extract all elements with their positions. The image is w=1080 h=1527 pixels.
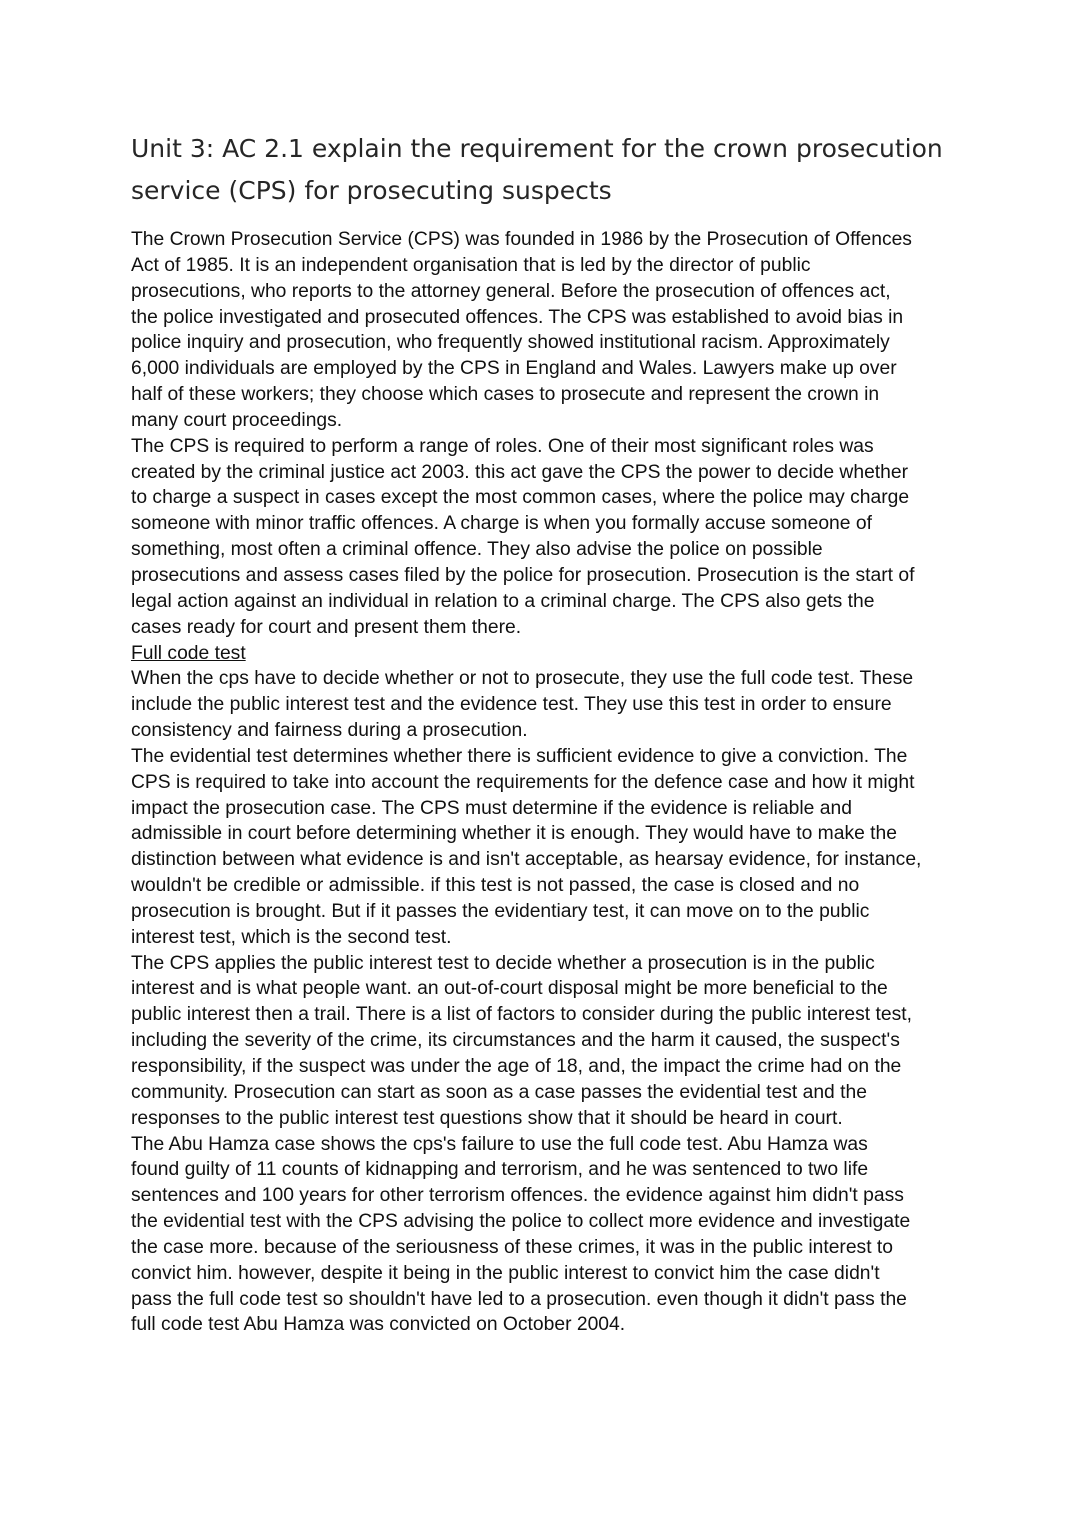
text-line: responses to the public interest test questions show that it should be heard in court. <box>131 1107 843 1129</box>
title-line-1: Unit 3: AC 2.1 explain the requirement for the crown prosecution <box>131 134 943 163</box>
text-line: the evidential test with the CPS advising the police to collect more evidence and investigate <box>131 1211 911 1233</box>
text-line: The CPS applies the public interest test to decide whether a prosecution is in the public <box>131 952 875 974</box>
text-line: When the cps have to decide whether or not to prosecute, they use the full code test. These <box>131 668 914 690</box>
paragraph-cps-history <box>131 227 961 434</box>
text-line: community. Prosecution can start as soon as a case passes the evidential test and the <box>131 1081 867 1103</box>
text-line: distinction between what evidence is and isn't acceptable, as hearsay evidence, for instance, <box>131 849 922 871</box>
paragraph-cps-roles <box>131 434 961 641</box>
text-line: legal action against an individual in relation to a criminal charge. The CPS also gets the <box>131 590 875 612</box>
title-line-2: service (CPS) for prosecuting suspects <box>131 176 612 205</box>
document-title <box>131 128 991 212</box>
text-line: Act of 1985. It is an independent organisation that is led by the director of public <box>131 254 811 276</box>
text-line: created by the criminal justice act 2003. this act gave the CPS the power to decide whether <box>131 461 909 483</box>
text-line: responsibility, if the suspect was under the age of 18, and, the impact the crime had on the <box>131 1056 902 1077</box>
text-line: prosecution is brought. But if it passes the evidentiary test, it can move on to the public <box>131 900 870 922</box>
text-line: prosecutions and assess cases filed by the police for prosecution. Prosecution is the start of <box>131 564 915 586</box>
text-line: prosecutions, who reports to the attorney general. Before the prosecution of offences act, <box>131 280 891 302</box>
heading-full-code-test <box>131 641 961 667</box>
text-line: interest test, which is the second test. <box>131 926 452 948</box>
text-line: The CPS is required to perform a range of roles. One of their most significant roles was <box>131 435 874 457</box>
text-line: admissible in court before determining whether it is enough. They would have to make the <box>131 823 897 845</box>
text-line: impact the prosecution case. The CPS must determine if the evidence is reliable and <box>131 797 852 819</box>
paragraph-full-code-test <box>131 666 961 744</box>
text-line: The evidential test determines whether there is sufficient evidence to give a conviction. The <box>131 745 908 767</box>
text-line: CPS is required to take into account the requirements for the defence case and how it might <box>131 771 915 793</box>
paragraph-evidential-test <box>131 744 961 951</box>
text-line: police inquiry and prosecution, who frequently showed institutional racism. Approximately <box>131 332 890 354</box>
text-line: public interest then a trail. There is a list of factors to consider during the public interest test, <box>131 1004 912 1026</box>
paragraph-abu-hamza-case <box>131 1132 961 1339</box>
text-line: sentences and 100 years for other terrorism offences. the evidence against him didn't pass <box>131 1185 904 1207</box>
text-line: pass the full code test so shouldn't have led to a prosecution. even though it didn't pass the <box>131 1288 907 1310</box>
text-line: the police investigated and prosecuted offences. The CPS was established to avoid bias in <box>131 306 904 328</box>
text-line: consistency and fairness during a prosecution. <box>131 720 528 742</box>
text-line: wouldn't be credible or admissible. if this test is not passed, the case is closed and no <box>131 875 860 897</box>
text-line: including the severity of the crime, its circumstances and the harm it caused, the suspect's <box>131 1030 900 1052</box>
text-line: someone with minor traffic offences. A charge is when you formally accuse someone of <box>131 513 872 535</box>
text-line: The Crown Prosecution Service (CPS) was founded in 1986 by the Prosecution of Offences <box>131 229 912 250</box>
text-line: the case more. because of the seriousness of these crimes, it was in the public interest to <box>131 1236 893 1258</box>
section-heading: Full code test <box>131 642 246 664</box>
text-line: many court proceedings. <box>131 409 343 431</box>
text-line: something, most often a criminal offence. They also advise the police on possible <box>131 539 823 561</box>
text-line: interest and is what people want. an out-of-court disposal might be more beneficial to the <box>131 978 888 1000</box>
text-line: full code test Abu Hamza was convicted on October 2004. <box>131 1314 626 1336</box>
text-line: cases ready for court and present them there. <box>131 616 522 638</box>
text-line: convict him. however, despite it being in the public interest to convict him the case didn't <box>131 1262 880 1284</box>
text-line: The Abu Hamza case shows the cps's failure to use the full code test. Abu Hamza was <box>131 1133 868 1155</box>
text-line: include the public interest test and the evidence test. They use this test in order to ensure <box>131 694 892 716</box>
paragraph-public-interest-test <box>131 951 961 1132</box>
text-line: to charge a suspect in cases except the most common cases, where the police may charge <box>131 487 910 509</box>
text-line: found guilty of 11 counts of kidnapping and terrorism, and he was sentenced to two life <box>131 1159 869 1181</box>
text-line: 6,000 individuals are employed by the CPS in England and Wales. Lawyers make up over <box>131 358 897 380</box>
text-line: half of these workers; they choose which cases to prosecute and represent the crown in <box>131 384 880 406</box>
document-body <box>131 227 961 1338</box>
